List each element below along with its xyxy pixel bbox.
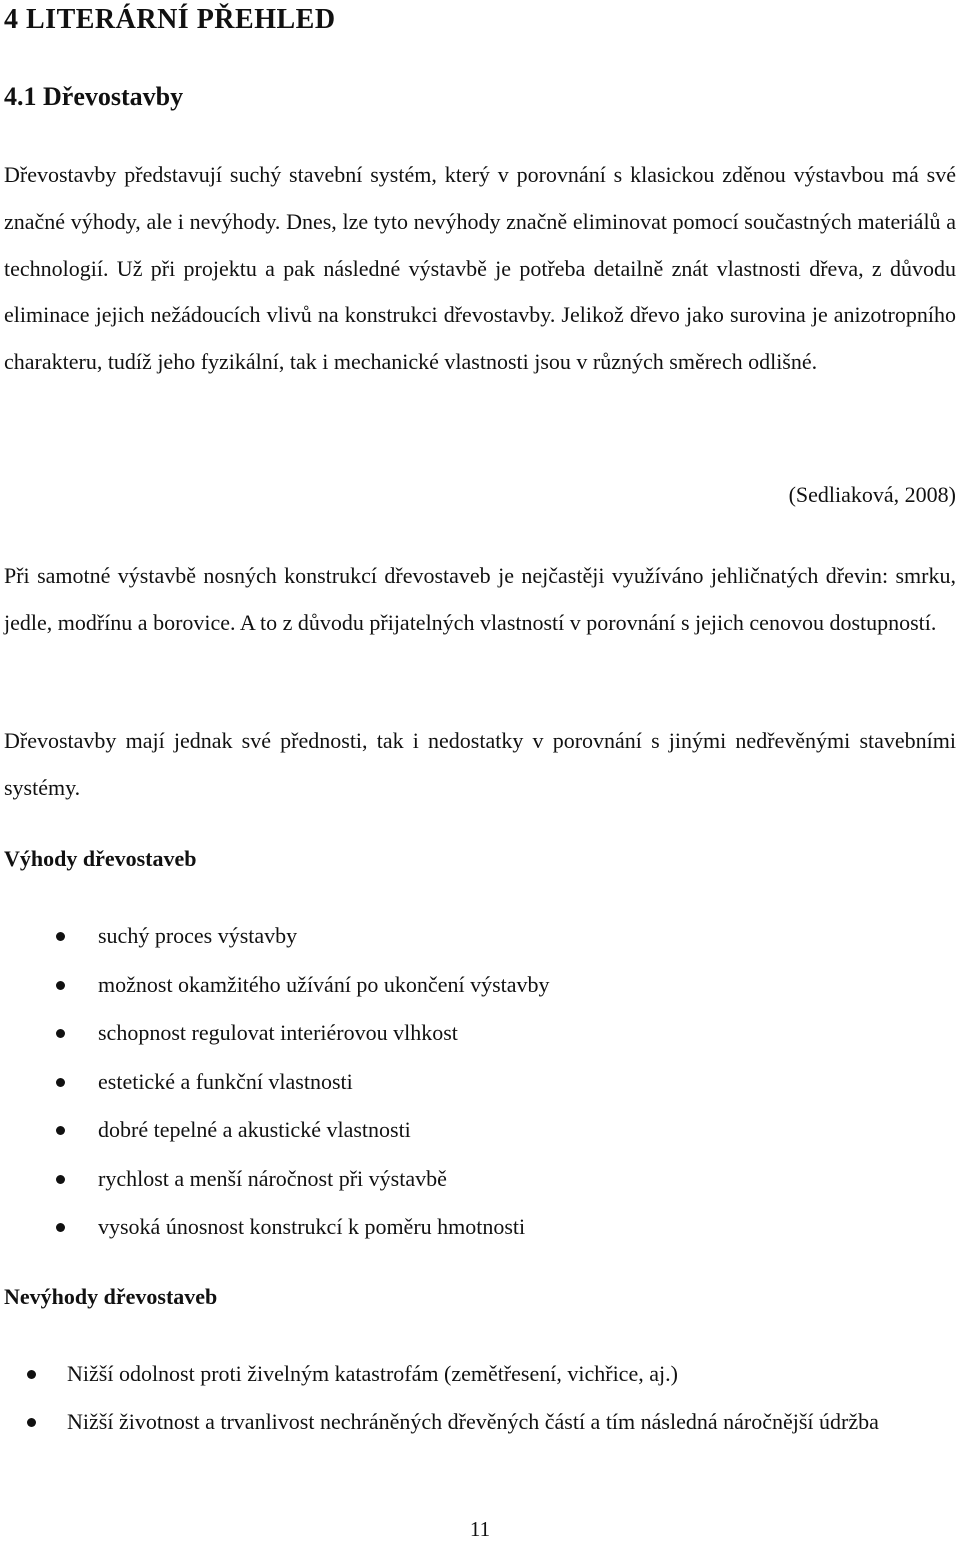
bullet-icon — [56, 932, 65, 941]
list-item-text: rychlost a menší náročnost při výstavbě — [98, 1165, 447, 1191]
citation: (Sedliaková, 2008) — [788, 482, 956, 507]
chapter-heading: 4 LITERÁRNÍ PŘEHLED — [4, 4, 336, 35]
bullet-icon — [56, 1175, 65, 1184]
intro-paragraph: Dřevostavby představují suchý stavební systém, který v porovnání s klasickou zděnou výstavbou má své značné výhody, ale i nevýhody. Dnes, lze tyto nevýhody značně eliminovat pomocí součastných materiálů a technologií. Už při projektu a pak následné výstavbě je potřeba detailně znát vlastnosti dřeva, z důvodu eliminace jejich nežádoucích vlivů na konstrukci dřevostavby. Jelikož dřevo jako surovina je anizotropního charakteru, tudíž jeho fyzikální, tak i mechanické vlastnosti jsou v různých směrech odlišné. — [4, 162, 956, 375]
list-item-text: dobré tepelné a akustické vlastnosti — [98, 1117, 411, 1142]
disadvantages-list — [0, 1350, 960, 1445]
bullet-icon — [27, 1370, 36, 1379]
bullet-icon — [56, 1223, 65, 1232]
list-item-text: Nižší odolnost proti živelným katastrofám (zemětřesení, vichřice, aj.) — [67, 1361, 678, 1386]
list-item — [0, 1350, 960, 1398]
bullet-icon — [27, 1418, 36, 1427]
species-paragraph: Při samotné výstavbě nosných konstrukcí dřevostaveb je nejčastěji využíváno jehličnatých dřevin: smrku, jedle, modřínu a borovice. A to z důvodu přijatelných vlastností v porovnání s jejich cenovou dostupností. — [4, 563, 956, 635]
list-item-text: estetické a funkční vlastnosti — [98, 1068, 353, 1094]
list-item-text: možnost okamžitého užívání po ukončení výstavby — [98, 971, 550, 997]
section-heading: 4.1 Dřevostavby — [4, 82, 184, 111]
list-item — [0, 912, 960, 961]
comparison-paragraph: Dřevostavby mají jednak své přednosti, tak i nedostatky v porovnání s jinými nedřevěnými stavebními systémy. — [4, 728, 956, 800]
page-number: 11 — [469, 1517, 491, 1541]
bullet-icon — [56, 1078, 65, 1087]
list-item-text: vysoká únosnost konstrukcí k poměru hmotnosti — [98, 1214, 526, 1239]
list-item-text: schopnost regulovat interiérovou vlhkost — [98, 1020, 458, 1045]
list-item-text: Nižší životnost a trvanlivost nechráněných dřevěných částí a tím následná náročnější údržba — [67, 1408, 879, 1434]
list-item — [0, 1058, 960, 1107]
advantages-heading: Výhody dřevostaveb — [4, 846, 197, 871]
disadvantages-heading: Nevýhody dřevostaveb — [4, 1284, 218, 1309]
list-item — [0, 1155, 960, 1204]
list-item — [0, 1009, 960, 1058]
list-item — [0, 1203, 960, 1252]
bullet-icon — [56, 1029, 65, 1038]
list-item — [0, 1398, 960, 1446]
advantages-list — [0, 912, 960, 1252]
bullet-icon — [56, 981, 65, 990]
bullet-icon — [56, 1126, 65, 1135]
list-item-text: suchý proces výstavby — [98, 923, 298, 948]
list-item — [0, 1106, 960, 1155]
list-item — [0, 961, 960, 1010]
